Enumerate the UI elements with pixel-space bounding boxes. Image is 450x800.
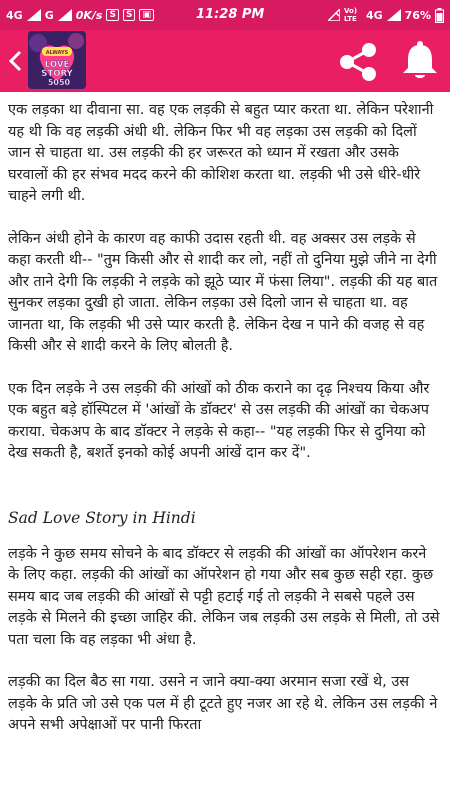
signal-icon-2 [58,9,72,21]
article-paragraph: एक दिन लड़के ने उस लड़की की आंखों को ठीक कराने का दृढ़ निश्चय किया और एक बहुत बड़े हॉस्पिटल में 'आंखों के डॉक्टर' से उस लड़की की आंखों का चेकअप कराया. चेकअप के बाद डॉक्टर ने लड़के से कहा-- "यह लड़की फिर से दुनिया को देख सकती है, बशर्ते इनको कोई अपनी आंखें दान कर दें". [8,380,430,461]
image-icon: ▣ [139,9,154,21]
article-paragraph: लड़के ने कुछ समय सोचने के बाद डॉक्टर से लड़की की आंखों का ऑपरेशन करने के लिए कहा. लड़की की आंखों का ऑपरेशन हो गया और सब कुछ सही रहा. कुछ समय बाद जब लड़की की आंखों से पट्टी हटाई गई तो लड़की ने सबसे पहले उस लड़के से मिलने की इच्छा जाहिर की. लेकिन जब लड़की उस लड़के से मिली, तो उसे पता चला कि वह लड़का भी अंधा है. [8,545,440,648]
article-paragraph: लड़की का दिल बैठ सा गया. उसने न जाने क्या-क्या अरमान सजा रखें थे, उस लड़के के प्रति जो उसे एक पल में ही टूटते हुए नजर आ रहे थे. लेकिन उस लड़की ने अपने सभी अपेक्षाओं पर पानी फिरता [8,674,438,733]
status-right [328,0,444,30]
svg-text:5050: 5050 [47,78,71,87]
share-button[interactable] [336,42,380,82]
notification-icon: S [106,9,118,21]
volte-label: Vo) LTE [343,7,358,23]
clock: 11:28 PM [196,7,265,22]
network-4g-label: 4G [365,8,383,22]
svg-text:STORY: STORY [41,69,73,79]
article-paragraph: एक लड़का था दीवाना सा. वह एक लड़की से बहुत प्यार करता था. लेकिन परेशानी यह थी कि वह लड़की अंधी थी. लेकिन फिर भी वह लड़का उस लड़की को दिलों जान से चाहता था. उस लड़की की हर जरूरत को ध्यान में रखता और उसके घरवालों की हर संभव मदद करने की कोशिश करता था. लड़की भी उसे धीरे-धीरे चाहने लगी थी. [8,102,434,204]
article-paragraph: लेकिन अंधी होने के कारण वह काफी उदास रहती थी. वह अक्सर उस लड़के से कहा करती थी-- "तुम किसी और से शादी कर लो, नहीं तो दुनिया मुझे जीने ना देगी और ताने देगी कि लड़की ने लड़के को झूठे प्यार में फंसा लिया". लड़की की यह बात सुनकर लड़का दुखी हो जाता. लेकिन लड़का उसे दिलो जान से चाहता था. वह जानता था, कि लड़की भी उसे प्यार करती है. लेकिन देख न पाने की वजह से वह किसी और से शादी करने के लिए बोलती है. [8,230,438,354]
wifi-off-icon [328,9,340,21]
bell-icon [398,40,442,82]
data-speed-label: 0K/s [75,8,103,22]
notification-button[interactable] [398,40,442,82]
status-bar [0,0,450,30]
app-logo [28,31,86,89]
share-icon [336,42,380,82]
notification-icon-2: S [123,9,135,21]
chevron-left-icon [8,50,22,72]
signal-g-label: G [44,8,54,22]
battery-percent: 76% [404,8,431,22]
section-heading: Sad Love Story in Hindi [8,508,196,527]
logo-image [28,31,86,89]
back-button[interactable] [4,44,26,78]
signal-strength-icon [387,9,401,21]
app-toolbar [0,30,450,92]
signal-icon [27,9,41,21]
network-type-label: 4G [6,8,23,22]
battery-icon [435,8,444,23]
svg-text:LOVE: LOVE [44,60,70,70]
svg-text:ALWAYS: ALWAYS [45,50,69,56]
article-content [0,92,450,800]
status-left [6,0,154,30]
